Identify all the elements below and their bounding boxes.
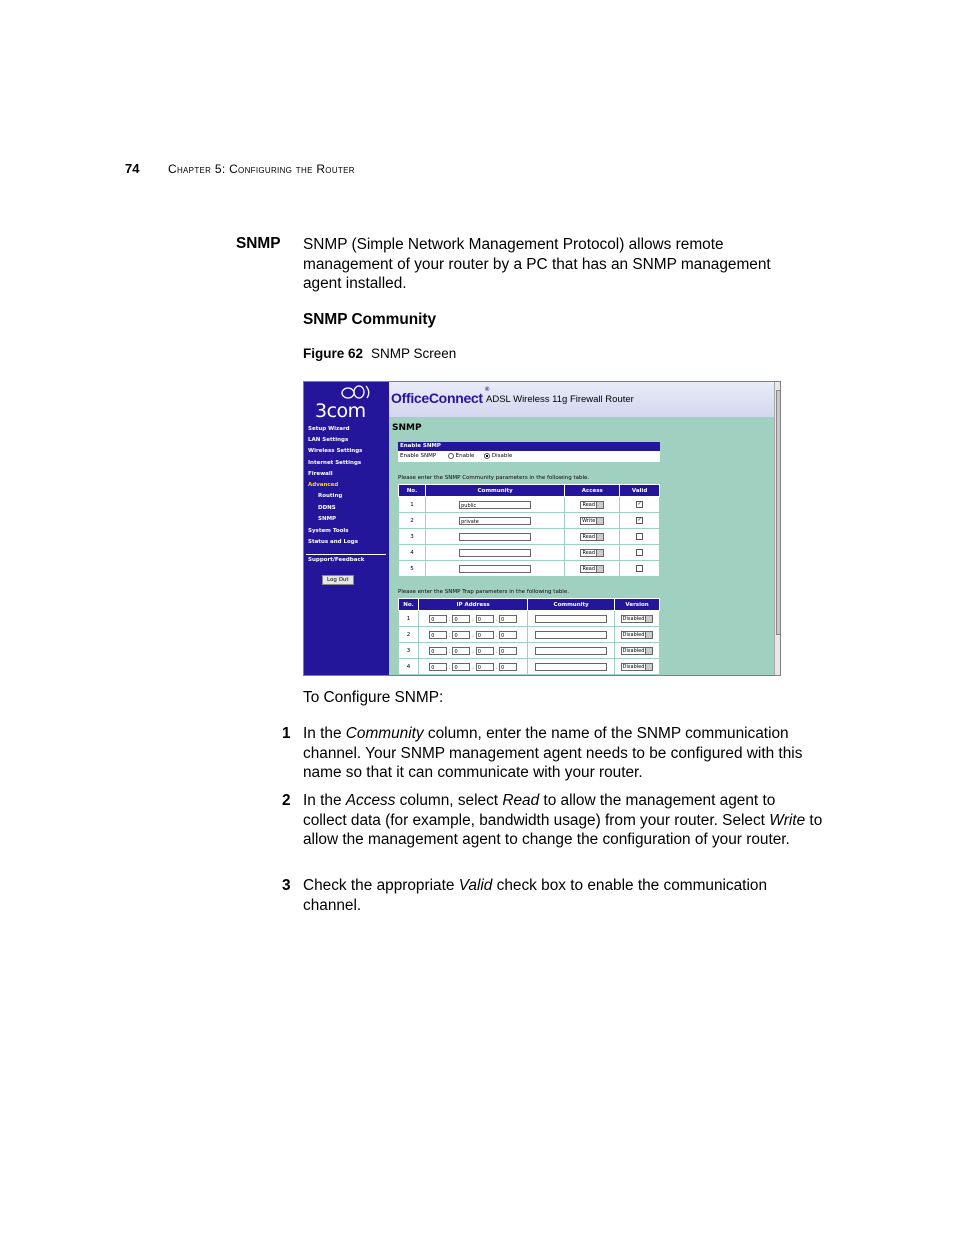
table-row: 3 0 . 0 . 0 . 0 Disabled [399, 643, 660, 659]
ip-octet-input[interactable]: 0 [476, 631, 494, 639]
community-note: Please enter the SNMP Community parameters in the following table. [398, 475, 590, 481]
row-number: 2 [399, 627, 419, 643]
vertical-scrollbar[interactable] [774, 382, 781, 676]
chapter-title: Chapter 5: Configuring the Router [168, 162, 355, 176]
nav-routing[interactable]: Routing [318, 493, 343, 499]
step-text: column, select [395, 792, 503, 809]
section-side-title: SNMP [236, 235, 281, 252]
step-text: to allow the management agent to change the configuration of your router. [303, 811, 823, 848]
ip-octet-input[interactable]: 0 [499, 647, 517, 655]
valid-checkbox[interactable]: ✓ [637, 501, 642, 507]
step-emphasis: Write [769, 811, 806, 829]
col-ip-address: IP Address [418, 599, 527, 611]
enable-snmp-panel [398, 442, 660, 462]
nav-internet-settings[interactable]: Internet Settings [308, 460, 362, 466]
table-row [399, 497, 660, 513]
col-access: Access [565, 485, 620, 497]
table-row [399, 529, 660, 545]
brand-name: OfficeConnect [391, 390, 483, 406]
version-select[interactable]: Disabled [621, 631, 654, 639]
step-emphasis: Access [345, 792, 396, 809]
step-text: to allow the management agent to collect data (for example, bandwidth usage) from your router. Select [303, 792, 776, 829]
router-sidebar [304, 382, 389, 676]
table-row [399, 561, 660, 577]
nav-support-feedback[interactable]: Support/Feedback [308, 557, 365, 563]
brand-subtitle: ADSL Wireless 11g Firewall Router [486, 394, 634, 405]
screen-title: SNMP [392, 423, 422, 433]
disable-radio[interactable] [484, 453, 490, 459]
access-select[interactable]: Read [580, 565, 604, 573]
access-select[interactable]: Read [580, 533, 604, 541]
step-number: 2 [282, 792, 291, 809]
col-no: No. [399, 485, 426, 497]
trap-community-input[interactable] [535, 631, 607, 639]
ip-octet-input[interactable]: 0 [476, 663, 494, 671]
version-select[interactable]: Disabled [621, 647, 654, 655]
ip-octet-input[interactable]: 0 [476, 615, 494, 623]
community-input[interactable] [459, 533, 531, 541]
col-valid: Valid [620, 485, 660, 497]
step-text: Check the appropriate [303, 877, 459, 894]
col-no: No. [399, 599, 419, 611]
valid-checkbox[interactable] [636, 533, 643, 540]
row-number: 3 [399, 529, 426, 545]
router-topbar [389, 382, 774, 417]
registered-mark: ® [485, 387, 490, 393]
nav-lan-settings[interactable]: LAN Settings [308, 437, 349, 443]
ip-octet-input[interactable]: 0 [452, 615, 470, 623]
nav-wireless-settings[interactable]: Wireless Settings [308, 448, 363, 454]
step-number: 3 [282, 877, 291, 894]
valid-checkbox[interactable] [636, 549, 643, 556]
step-emphasis: Community [345, 725, 424, 742]
sidebar-divider [306, 554, 386, 555]
ip-octet-input[interactable]: 0 [429, 615, 447, 623]
table-row: 2 0 . 0 . 0 . 0 Disabled [399, 627, 660, 643]
trap-community-input[interactable] [535, 615, 607, 623]
scrollbar-thumb[interactable] [776, 390, 781, 635]
row-number: 2 [399, 513, 426, 529]
ip-octet-input[interactable]: 0 [476, 647, 494, 655]
step-emphasis: Read [502, 792, 540, 809]
ip-octet-input[interactable]: 0 [452, 631, 470, 639]
step-3 [282, 876, 823, 915]
trap-table [398, 598, 660, 675]
step-text: In the [303, 725, 346, 742]
row-number: 1 [399, 611, 419, 627]
community-input[interactable] [459, 565, 531, 573]
figure-title: SNMP Screen [371, 346, 457, 361]
valid-checkbox[interactable] [636, 565, 643, 572]
row-number: 5 [399, 561, 426, 577]
step-emphasis: Valid [458, 877, 493, 894]
ip-octet-input[interactable]: 0 [452, 663, 470, 671]
valid-checkbox[interactable]: ✓ [637, 517, 642, 523]
step-text: In the [303, 792, 346, 809]
table-row: 4 0 . 0 . 0 . 0 Disabled [399, 659, 660, 675]
ip-octet-input[interactable]: 0 [429, 663, 447, 671]
step-number: 1 [282, 725, 291, 742]
step-1 [282, 724, 823, 783]
nav-snmp[interactable]: SNMP [318, 516, 337, 522]
access-select[interactable]: Read [580, 501, 604, 509]
section-intro: SNMP (Simple Network Management Protocol) allows remote management of your router by a PC that has an SNMP management agent installed. [303, 236, 771, 292]
enable-snmp-label: Enable SNMP [400, 453, 437, 459]
3com-logo-mark-icon [340, 384, 374, 400]
version-select[interactable]: Disabled [621, 615, 654, 623]
access-select[interactable]: Read [580, 549, 604, 557]
table-row [399, 545, 660, 561]
page-number: 74 [125, 161, 140, 176]
community-input[interactable]: private [459, 517, 531, 525]
disable-radio-label: Disable [491, 453, 513, 459]
ip-octet-input[interactable]: 0 [499, 631, 517, 639]
figure-label: Figure 62 [303, 346, 364, 361]
subheading: SNMP Community [303, 311, 437, 328]
step-text: column, enter the name of the SNMP communication channel. Your SNMP management agent needs to be configured with this name so that it can communicate with your router. [303, 725, 803, 781]
nav-status-logs[interactable]: Status and Logs [308, 539, 359, 545]
nav-system-tools[interactable]: System Tools [308, 528, 349, 534]
table-row: 1 0 . 0 . 0 . 0 Disabled [399, 611, 660, 627]
logout-button[interactable]: Log Out [322, 575, 354, 585]
figure-caption [303, 346, 456, 361]
community-table [398, 484, 660, 577]
trap-community-input[interactable] [535, 663, 607, 671]
enable-snmp-heading: Enable SNMP [398, 442, 660, 451]
access-select[interactable]: Write [580, 517, 604, 525]
enable-radio[interactable] [448, 453, 454, 459]
trap-community-input[interactable] [535, 647, 607, 655]
procedure-lead: To Configure SNMP: [303, 689, 444, 706]
col-version: Version [615, 599, 660, 611]
community-input[interactable] [459, 549, 531, 557]
nav-advanced[interactable]: Advanced [308, 482, 339, 488]
table-row [399, 513, 660, 529]
ip-octet-input[interactable]: 0 [499, 615, 517, 623]
row-number: 1 [399, 497, 426, 513]
nav-ddns[interactable]: DDNS [318, 505, 336, 511]
ip-octet-input[interactable]: 0 [452, 647, 470, 655]
nav-setup-wizard[interactable]: Setup Wizard [308, 426, 350, 432]
community-input[interactable]: public [459, 501, 531, 509]
row-number: 4 [399, 545, 426, 561]
nav-firewall[interactable]: Firewall [308, 471, 333, 477]
col-community: Community [425, 485, 565, 497]
snmp-screenshot [303, 381, 781, 676]
step-2 [282, 791, 823, 850]
row-number: 3 [399, 643, 419, 659]
row-number: 4 [399, 659, 419, 675]
trap-note: Please enter the SNMP Trap parameters in the following table. [398, 589, 569, 595]
enable-radio-label: Enable [455, 453, 475, 459]
ip-octet-input[interactable]: 0 [429, 631, 447, 639]
enable-snmp-row [398, 451, 660, 462]
col-community: Community [528, 599, 615, 611]
ip-octet-input[interactable]: 0 [429, 647, 447, 655]
3com-logo: 3com [315, 400, 366, 422]
version-select[interactable]: Disabled [621, 663, 654, 671]
step-text: check box to enable the communication channel. [303, 877, 768, 914]
ip-octet-input[interactable]: 0 [499, 663, 517, 671]
